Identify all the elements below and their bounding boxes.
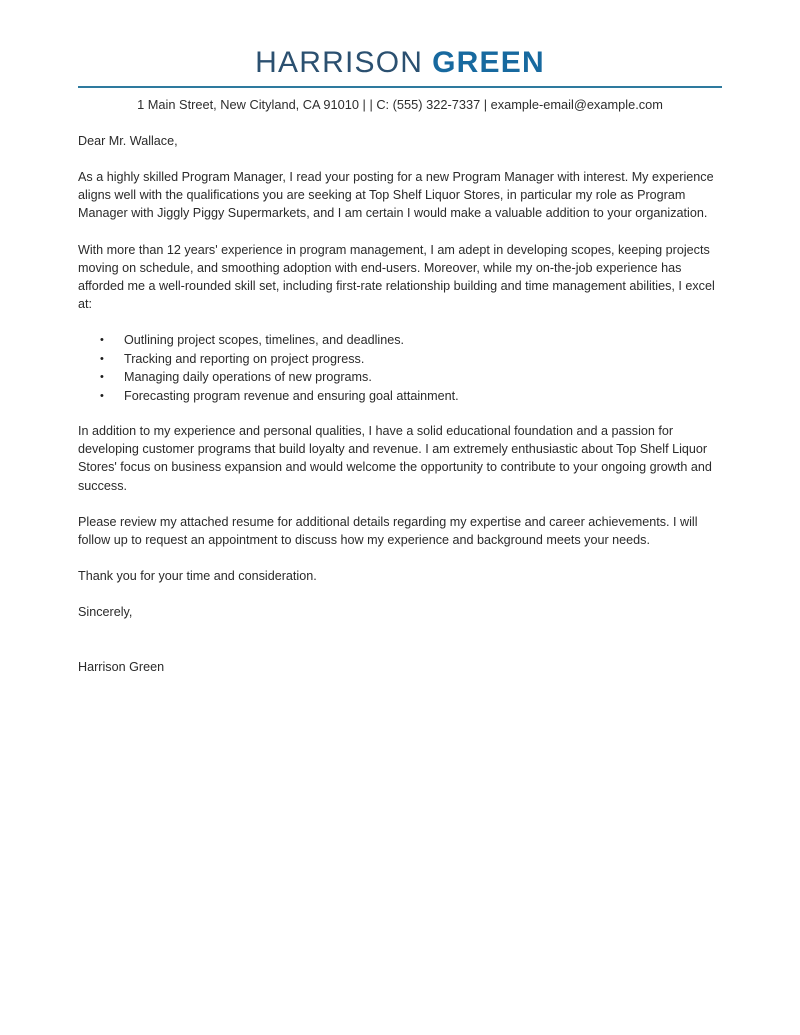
- applicant-last-name: GREEN: [432, 46, 545, 79]
- sign-off: Sincerely,: [78, 605, 133, 620]
- letter-content-column: [78, 0, 722, 676]
- paragraph-resume-followup: Please review my attached resume for additional details regarding my expertise and career achievements. I will follow up to request an appointment to discuss how my experience and background meets your needs.: [78, 514, 698, 548]
- salutation: Dear Mr. Wallace,: [78, 134, 178, 148]
- skills-bullet-list: [78, 331, 722, 405]
- applicant-first-name: HARRISON: [255, 46, 424, 79]
- list-item: [100, 368, 722, 386]
- bullet-icon: •: [100, 334, 104, 347]
- list-item: [100, 350, 722, 368]
- applicant-name: [78, 46, 722, 80]
- letter-header: [78, 0, 722, 113]
- list-item-label: Forecasting program revenue and ensuring goal attainment.: [124, 388, 459, 403]
- list-item: [100, 387, 722, 405]
- list-item-label: Tracking and reporting on project progress.: [124, 351, 365, 366]
- letter-body: [78, 113, 722, 676]
- list-item: [100, 331, 722, 349]
- signature-name: Harrison Green: [78, 660, 165, 675]
- bullet-icon: •: [100, 371, 104, 384]
- paragraph-experience: With more than 12 years' experience in program management, I am adept in developing scopes, keeping projects moving on schedule, and smoothing adoption with end-users. Moreover, while my on-the-job experience has afforded me a well-rounded skill set, including first-rate relationship building and time management abilities, I excel at:: [78, 242, 715, 312]
- list-item-label: Managing daily operations of new programs.: [124, 370, 372, 385]
- list-item-label: Outlining project scopes, timelines, and deadlines.: [124, 333, 405, 348]
- paragraph-education: In addition to my experience and personal qualities, I have a solid educational foundation and a passion for developing customer programs that build loyalty and revenue. I am extremely enthusiastic about Top Shelf Liquor Stores' focus on business expansion and would welcome the opportunity to contribute to your ongoing growth and success.: [78, 424, 712, 493]
- thank-you-line: Thank you for your time and consideration.: [78, 569, 317, 584]
- bullet-icon: •: [100, 352, 104, 365]
- bullet-icon: •: [100, 389, 104, 402]
- contact-info-line: 1 Main Street, New Cityland, CA 91010 | | C: (555) 322-7337 | example-email@example.com: [137, 97, 663, 112]
- paragraph-intro: As a highly skilled Program Manager, I read your posting for a new Program Manager with interest. My experience aligns well with the qualifications you are seeking at Top Shelf Liquor Stores, in particular my role as Program Manager with Jiggly Piggy Supermarkets, and I am certain I would make a valuable addition to your organization.: [78, 170, 714, 221]
